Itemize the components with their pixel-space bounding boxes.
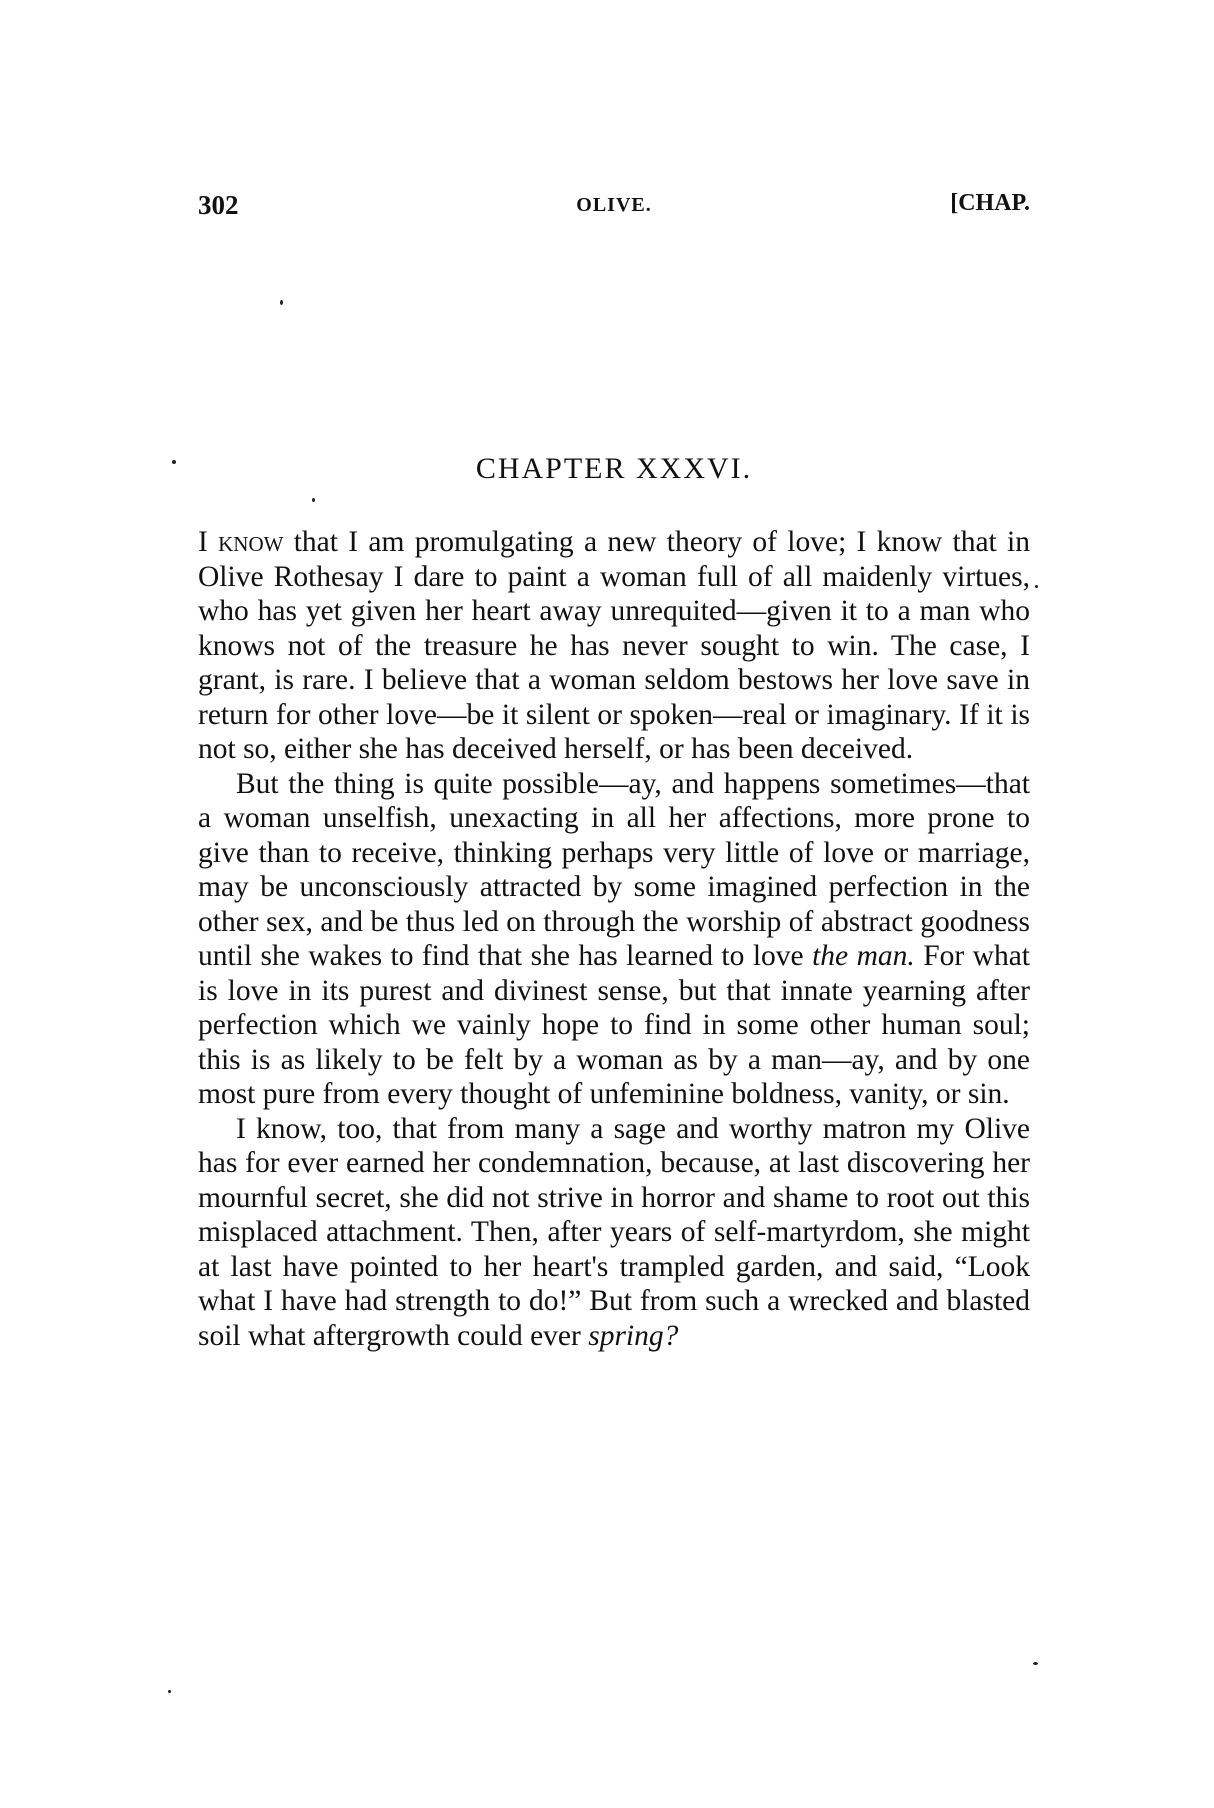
scan-speck bbox=[168, 1690, 171, 1693]
scan-speck bbox=[280, 300, 283, 305]
scan-speck bbox=[1033, 1662, 1038, 1665]
running-head bbox=[198, 190, 1030, 226]
paragraph-3 bbox=[198, 1112, 1030, 1354]
scan-speck bbox=[172, 460, 176, 464]
scan-speck bbox=[312, 498, 315, 502]
paragraph-2-text-after: For what is love in its purest and divinest sense, but that innate yearning after perfection which we vainly hope to find in some other human soul; this is as likely to be felt by a woman as by a man—ay, and by one most pure from every thought of unfeminine boldness, vanity, or sin. bbox=[198, 940, 1031, 1110]
scan-speck bbox=[1035, 585, 1038, 588]
paragraph-2-text-before: But the thing is quite possible—ay, and happens sometimes—that a woman unselfish, unexacting in all her affections, more prone to give than to receive, thinking perhaps very little of love or marriage, may be unconsciously attracted by some imagined perfection in the other sex, and be thus led on through the worship of abstract goodness until she wakes to find that she has learned to love bbox=[198, 767, 1030, 972]
paragraph-3-text: I know, too, that from many a sage and worthy matron my Olive has for ever earned her condemnation, because, at last discovering her mournful secret, she did not strive in horror and shame to root out this misplaced attachment. Then, after years of self-martyrdom, she might at last have pointed to her heart's trampled garden, and said, “Look what I have had strength to do!” But from such a wrecked and blasted soil what aftergrowth could ever bbox=[198, 1112, 1030, 1352]
paragraph-1 bbox=[198, 525, 1030, 767]
page-number: 302 bbox=[198, 190, 239, 220]
body-text bbox=[198, 525, 1030, 1353]
paragraph-1-lead: I know bbox=[198, 526, 284, 558]
chapter-heading: CHAPTER XXXVI. bbox=[475, 452, 753, 485]
paragraph-3-italic-end: spring? bbox=[588, 1319, 679, 1352]
running-title: OLIVE. bbox=[576, 194, 652, 216]
paragraph-1-text: that I am promulgating a new theory of love; I know that in Olive Rothesay I dare to paint a woman full of all maidenly virtues, who has yet given her heart away unrequited—given it to a man who knows not of the treasure he has never sought to win. The case, I grant, is rare. I believe that a woman seldom bestows her love save in return for other love—be it silent or spoken—real or imaginary. If it is not so, either she has deceived herself, or has been deceived. bbox=[198, 526, 1030, 765]
paragraph-2 bbox=[198, 767, 1030, 1112]
chapter-marker: [CHAP. bbox=[950, 190, 1030, 216]
paragraph-2-italic: the man. bbox=[812, 940, 915, 972]
